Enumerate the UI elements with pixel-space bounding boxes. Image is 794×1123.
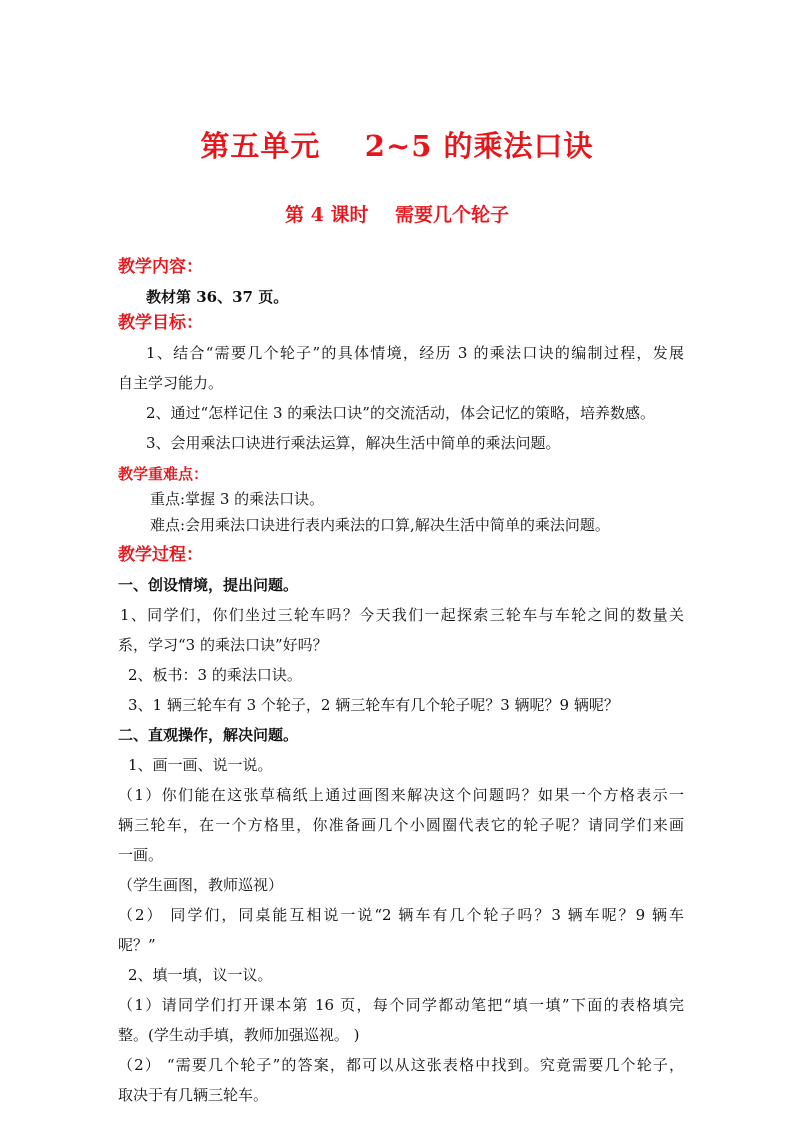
lesson-title: 第 4 课时 需要几个轮子: [285, 204, 509, 226]
section-1-para-3: 3、1 辆三轮车有 3 个轮子，2 辆三轮车有几个轮子呢？3 辆呢？9 辆呢？: [128, 696, 619, 714]
section-2-para-2-line-2: 辆三轮车，在一个方格里，你准备画几个小圆圈代表它的轮子呢？请同学们来画: [118, 816, 684, 834]
difficult-point: 难点:会用乘法口诀进行表内乘法的口算,解决生活中简单的乘法问题。: [150, 516, 610, 534]
section-2-para-7-line-1: （2） “需要几个轮子”的答案，都可以从这张表格中找到。究竟需要几个轮子，: [118, 1056, 684, 1074]
content-text: 教材第 36、37 页。: [146, 288, 289, 306]
section-2-para-4-line-2: 呢？”: [118, 936, 156, 954]
content-heading: 教学内容：: [118, 257, 203, 277]
goal-1-line-1: 1、结合“需要几个轮子”的具体情境，经历 3 的乘法口诀的编制过程，发展: [146, 344, 684, 362]
goals-heading: 教学目标：: [118, 313, 203, 333]
goal-3: 3、会用乘法口诀进行乘法运算，解决生活中简单的乘法问题。: [146, 434, 561, 452]
section-2-para-5: 2、填一填，议一议。: [128, 966, 273, 984]
section-2-para-3: （学生画图，教师巡视）: [118, 876, 284, 894]
section-2-para-2-line-3: 一画。: [118, 846, 164, 864]
section-2-para-6-line-1: （1）请同学们打开课本第 16 页，每个同学都动笔把“填一填”下面的表格填完: [118, 996, 684, 1014]
unit-title: 第五单元 2~5 的乘法口诀: [200, 129, 594, 163]
section-2-para-2-line-1: （1）你们能在这张草稿纸上通过画图来解决这个问题吗？如果一个方格表示一: [118, 786, 684, 804]
process-heading: 教学过程：: [118, 545, 203, 565]
section-2-para-7-line-2: 取决于有几辆三轮车。: [118, 1086, 269, 1104]
section-2-para-4-line-1: （2） 同学们，同桌能互相说一说“2 辆车有几个轮子吗？3 辆车呢？9 辆车: [118, 906, 684, 924]
goal-2: 2、通过“怎样记住 3 的乘法口诀”的交流活动，体会记忆的策略，培养数感。: [146, 404, 655, 422]
key-points-heading: 教学重难点：: [118, 465, 209, 483]
section-1-para-2: 2、板书：3 的乘法口诀。: [128, 666, 302, 684]
section-1-heading: 一、创设情境，提出问题。: [118, 576, 299, 594]
section-1-para-1-line-2: 系，学习“3 的乘法口诀”好吗？: [118, 636, 328, 654]
section-2-heading: 二、直观操作，解决问题。: [118, 726, 299, 744]
goal-1-line-2: 自主学习能力。: [118, 374, 224, 392]
section-2-para-6-line-2: 整。(学生动手填，教师加强巡视。 ): [118, 1026, 360, 1044]
key-point: 重点:掌握 3 的乘法口诀。: [150, 490, 325, 508]
section-1-para-1-line-1: 1、同学们，你们坐过三轮车吗？今天我们一起探索三轮车与车轮之间的数量关: [120, 606, 684, 624]
lesson-body: [118, 254, 684, 1108]
section-2-para-1: 1、画一画、说一说。: [128, 756, 273, 774]
